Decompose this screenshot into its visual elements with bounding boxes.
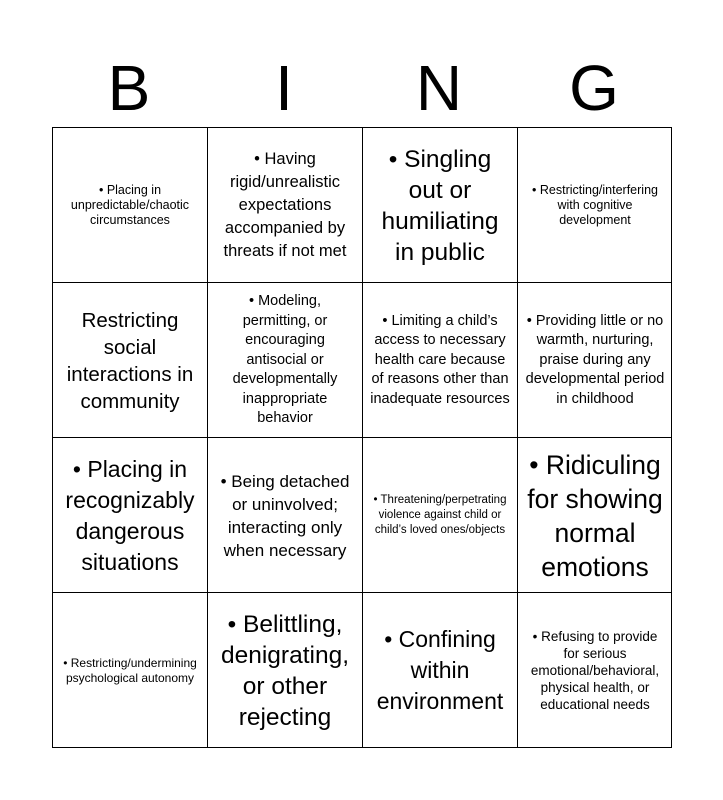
header-letter-b: B (107, 52, 151, 124)
bingo-cell-text: • Threatening/perpetrating violence against child or child’s loved ones/objects (373, 494, 507, 536)
bingo-cell[interactable] (363, 438, 517, 593)
bingo-cell[interactable] (208, 128, 362, 283)
bingo-cell[interactable] (53, 283, 207, 438)
bingo-cell[interactable] (363, 593, 517, 748)
bingo-cell-text: • Being detached or uninvolved; interacting only when necessary (220, 471, 350, 560)
bingo-cell-text: • Placing in unpredictable/chaotic circumstances (70, 183, 190, 227)
bingo-cell-text: • Refusing to provide for serious emotional/behavioral, physical health, or educational needs (530, 629, 660, 712)
bingo-cell-text: • Restricting/undermining psychological autonomy (63, 655, 197, 685)
bingo-board (52, 127, 672, 748)
header-letter-i: I (275, 52, 293, 124)
bingo-cell[interactable] (518, 283, 672, 438)
bingo-cell[interactable] (208, 593, 362, 748)
bingo-cell-text: • Limiting a child’s access to necessary health care because of reasons other than inadequate resources (370, 312, 510, 407)
bingo-cell-text: • Having rigid/unrealistic expectations accompanied by threats if not met (223, 150, 347, 260)
bingo-cell-text: • Belittling, denigrating, or other rejecting (220, 610, 350, 731)
bingo-cell[interactable] (208, 283, 362, 438)
bingo-header (52, 52, 672, 124)
bingo-cell[interactable] (53, 438, 207, 593)
bingo-cell[interactable] (363, 283, 517, 438)
bingo-cell[interactable] (518, 128, 672, 283)
bingo-cell-text: • Confining within environment (376, 626, 504, 714)
bingo-cell[interactable] (53, 128, 207, 283)
bingo-cell[interactable] (518, 438, 672, 593)
header-letter-g: G (569, 52, 619, 124)
bingo-cell-text: • Providing little or no warmth, nurturing, praise during any developmental period in childhood (525, 312, 665, 407)
bingo-cell-text: • Restricting/interfering with cognitive development (532, 183, 658, 227)
bingo-cell[interactable] (53, 593, 207, 748)
bingo-cell[interactable] (208, 438, 362, 593)
bingo-cell-text: • Ridiculing for showing normal emotions (527, 449, 663, 582)
bingo-cell[interactable] (518, 593, 672, 748)
bingo-cell-text: Restricting social interactions in community (66, 308, 194, 413)
bingo-cell-text: • Singling out or humiliating in public (381, 145, 499, 266)
bingo-cell-text: • Modeling, permitting, or encouraging antisocial or developmentally inappropriate behavior (232, 293, 338, 427)
bingo-cell[interactable] (363, 128, 517, 283)
bingo-cell-text: • Placing in recognizably dangerous situations (65, 455, 195, 575)
header-letter-n: N (415, 52, 463, 124)
